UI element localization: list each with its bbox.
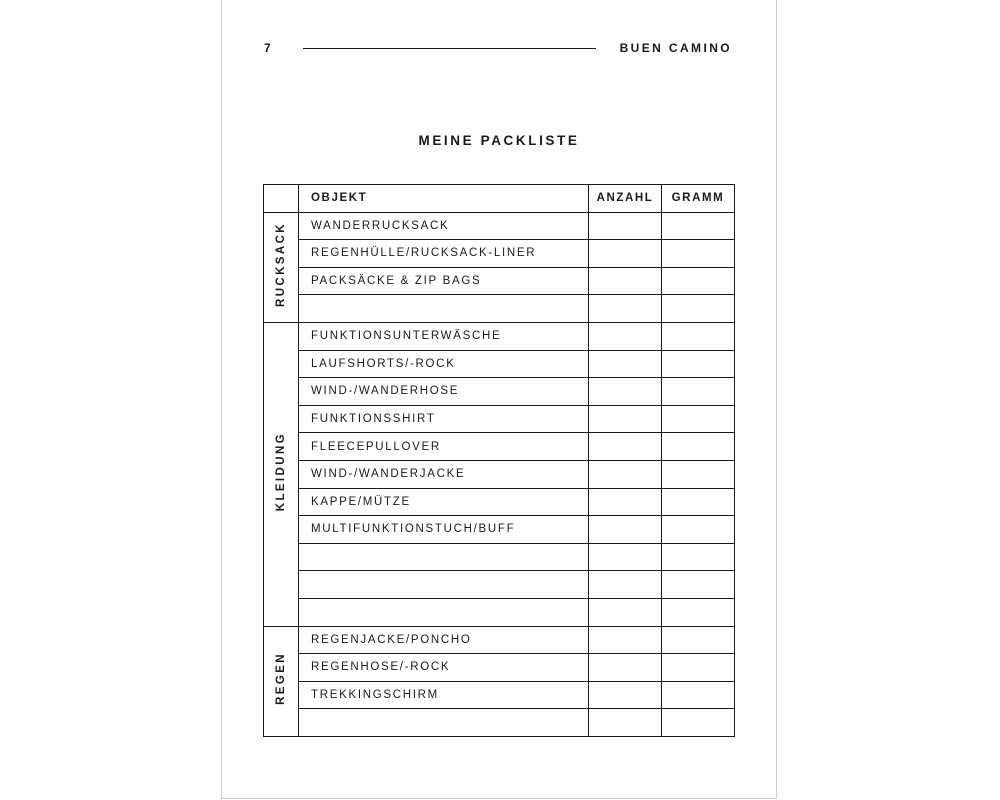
count-cell [589,378,662,406]
table-row [264,322,735,350]
table-row [264,516,735,544]
table-row [264,571,735,599]
weight-cell [662,681,735,709]
count-cell [589,405,662,433]
count-cell [589,350,662,378]
item-cell: FLEECEPULLOVER [299,433,589,461]
count-cell [589,626,662,654]
count-cell [589,571,662,599]
item-cell: WIND-/WANDERJACKE [299,460,589,488]
item-cell [299,295,589,323]
table-row [264,543,735,571]
item-cell: PACKSÄCKE & ZIP BAGS [299,267,589,295]
weight-cell [662,378,735,406]
count-cell [589,488,662,516]
table-row [264,709,735,737]
count-cell [589,516,662,544]
count-cell [589,681,662,709]
weight-cell [662,322,735,350]
item-cell [299,543,589,571]
weight-cell [662,488,735,516]
table-row [264,433,735,461]
weight-cell [662,295,735,323]
weight-cell [662,212,735,240]
weight-cell [662,709,735,737]
count-cell [589,212,662,240]
table-row [264,405,735,433]
weight-cell [662,267,735,295]
count-cell [589,598,662,626]
table-row [264,378,735,406]
table-row [264,295,735,323]
header-cell-category [264,185,299,213]
count-cell [589,709,662,737]
running-header-title: BUEN CAMINO [619,41,732,55]
category-label: REGEN [275,652,287,706]
item-cell: REGENHOSE/-ROCK [299,654,589,682]
item-cell: WANDERRUCKSACK [299,212,589,240]
weight-cell [662,405,735,433]
category-label: RUCKSACK [275,222,287,308]
page-number: 7 [264,41,272,55]
table-body [264,212,735,736]
item-cell: LAUFSHORTS/-ROCK [299,350,589,378]
table-row [264,598,735,626]
category-cell [264,322,299,626]
weight-cell [662,516,735,544]
count-cell [589,433,662,461]
weight-cell [662,433,735,461]
item-cell [299,709,589,737]
packing-list-table [263,184,735,737]
header-cell-object: OBJEKT [299,185,589,213]
page-title: MEINE PACKLISTE [418,133,580,148]
category-cell [264,626,299,736]
category-label: KLEIDUNG [275,432,287,512]
table-row [264,267,735,295]
weight-cell [662,654,735,682]
weight-cell [662,543,735,571]
count-cell [589,543,662,571]
weight-cell [662,350,735,378]
count-cell [589,295,662,323]
count-cell [589,654,662,682]
item-cell: FUNKTIONSUNTERWÄSCHE [299,322,589,350]
item-cell: MULTIFUNKTIONSTUCH/BUFF [299,516,589,544]
header-rule [303,48,596,49]
item-cell [299,571,589,599]
table-row [264,212,735,240]
weight-cell [662,460,735,488]
document-page [221,0,777,799]
table-row [264,681,735,709]
table-header-row [264,185,735,213]
count-cell [589,240,662,268]
table-row [264,350,735,378]
item-cell [299,598,589,626]
item-cell: REGENJACKE/PONCHO [299,626,589,654]
count-cell [589,267,662,295]
table-row [264,240,735,268]
table-row [264,460,735,488]
category-cell [264,212,299,322]
item-cell: KAPPE/MÜTZE [299,488,589,516]
header-cell-weight: GRAMM [662,185,735,213]
weight-cell [662,240,735,268]
header-cell-count: ANZAHL [589,185,662,213]
table-row [264,488,735,516]
count-cell [589,322,662,350]
weight-cell [662,571,735,599]
count-cell [589,460,662,488]
item-cell: TREKKINGSCHIRM [299,681,589,709]
weight-cell [662,598,735,626]
item-cell: FUNKTIONSSHIRT [299,405,589,433]
item-cell: REGENHÜLLE/RUCKSACK-LINER [299,240,589,268]
table-row [264,654,735,682]
item-cell: WIND-/WANDERHOSE [299,378,589,406]
table-row [264,626,735,654]
weight-cell [662,626,735,654]
